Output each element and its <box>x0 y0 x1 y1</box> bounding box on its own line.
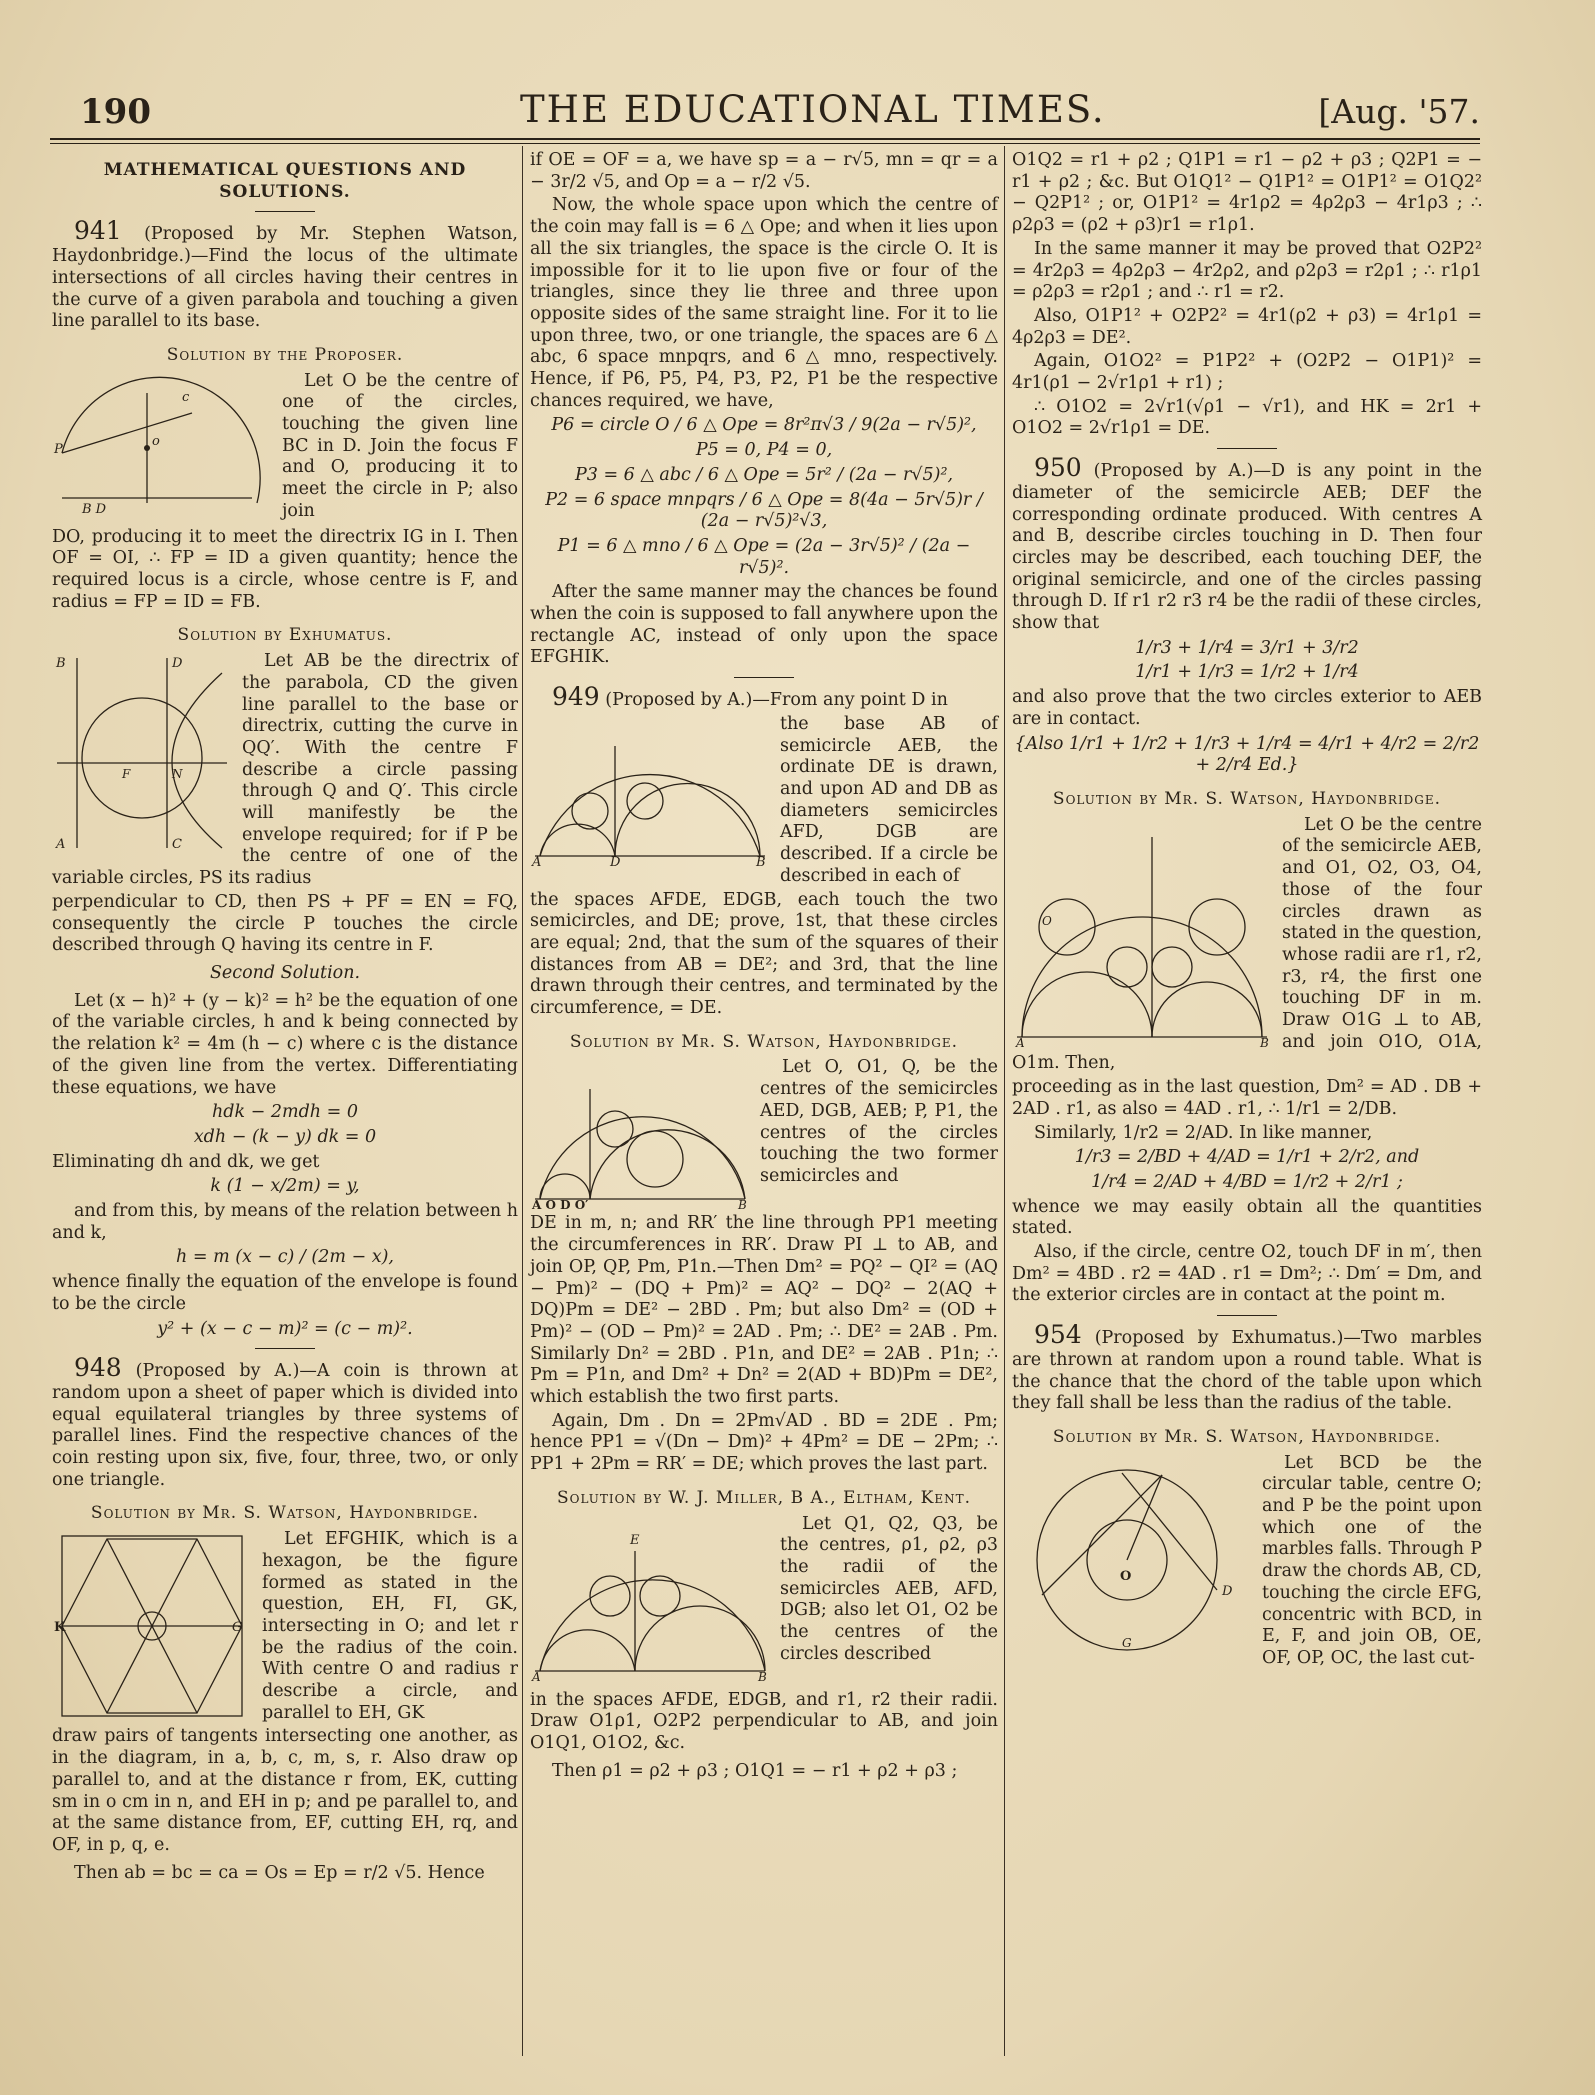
solution-text: DO, producing it to meet the directrix IG in I. Then OF = OI, ∴ FP = ID a given quantity; hence the required locus is a circle, whose centre is F, and radius = FP = ID = FB. <box>52 526 518 612</box>
solution-heading: Solution by Mr. S. Watson, Haydonbridge. <box>1052 1426 1442 1447</box>
question-941 <box>52 216 518 333</box>
column-divider <box>1004 146 1005 2056</box>
divider <box>734 677 794 678</box>
question-948 <box>52 1353 518 1491</box>
figure-949 <box>530 716 770 866</box>
svg-text:A: A <box>532 854 542 866</box>
svg-text:D: D <box>610 854 621 866</box>
svg-text:B: B <box>1260 1035 1269 1047</box>
divider <box>1217 1315 1277 1316</box>
svg-text:D: D <box>1222 1583 1233 1599</box>
question-text: (Proposed by Exhumatus.)—Two marbles are thrown at random upon a round table. What is the chance that the chord of the table upon which they fall shall be less than the radius of the table. <box>1012 1328 1482 1414</box>
question-949 <box>530 682 998 712</box>
equation: P3 = 6 △ abc / 6 △ Ope = 5r² / (2a − r√5)², <box>574 464 954 485</box>
solution-text: Similarly, 1/r2 = 2/AD. In like manner, <box>1034 1122 1373 1143</box>
equation: 1/r1 + 1/r3 = 1/r2 + 1/r4 <box>1135 662 1359 683</box>
solution-text: In the same manner it may be proved that O2P2² = 4r2ρ3 = 4ρ2ρ3 − 4r2ρ2, and ρ2ρ3 = r2ρ1 ; ∴ r1ρ1 = ρ2ρ3 = r2ρ1 ; and ∴ r1 = r2. <box>1012 238 1482 303</box>
solution-text: whence we may easily obtain all the quantities stated. <box>1012 1196 1482 1239</box>
equation: h = m (x − c) / (2m − x), <box>176 1247 394 1268</box>
equation: 1/r3 + 1/r4 = 3/r1 + 3/r2 <box>1135 637 1359 658</box>
column-1 <box>52 150 518 1886</box>
svg-text:A: A <box>56 837 66 853</box>
divider <box>1217 448 1277 449</box>
svg-text:O: O <box>1120 1568 1132 1584</box>
solution-text: Let O be the centre of the semicircle AEB, and O1, O2, O3, O4, those of the four circles drawn as stated in the question, whose radii are r1, r2, r3, r4, the first one touching DF in m. Draw O1G ⊥ to AB, and join O1O, O1A, O1m. Then, <box>1012 814 1482 1074</box>
journal-title: THE EDUCATIONAL TIMES. <box>520 88 1106 131</box>
svg-text:G: G <box>1122 1635 1132 1650</box>
figure-949-watson <box>530 1059 750 1209</box>
column-divider <box>522 146 523 2056</box>
equation: xdh − (k − y) dk = 0 <box>193 1126 377 1147</box>
svg-text:F: F <box>122 767 131 782</box>
solution-text: draw pairs of tangents intersecting one another, as in the diagram, in a, b, c, m, s, r. Also draw op parallel to, and at the distance r from, EK, cutting sm in o cm in n, and EH in p; and pe parallel to, and at the same distance from, EF, cutting EH, rq, and OF, in p, q, e. <box>52 1726 518 1855</box>
question-text: and also prove that the two circles exterior to AEB are in contact. <box>1012 687 1482 729</box>
solution-text: Again, O1O2² = P1P2² + (O2P2 − O1P1)² = 4r1(ρ1 − 2√r1ρ1 + r1) ; <box>1012 351 1482 394</box>
solution-text: After the same manner may the chances be found when the coin is supposed to fall anywhere upon the rectangle AC, instead of only upon the space EFGHIK. <box>530 582 998 668</box>
solution-text: if OE = OF = a, we have sp = a − r√5, mn = qr = a − 3r/2 √5, and Op = a − r/2 √5. <box>530 150 998 192</box>
question-text: the spaces AFDE, EDGB, each touch the two semicircles, and DE; prove, 1st, that these circles are equal; 2nd, that the sum of the squares of their distances from AB = DE²; and 3rd, that the line drawn through their centres, and terminated by the circumference, = DE. <box>530 889 998 1019</box>
equation: hdk − 2mdh = 0 <box>212 1102 358 1123</box>
question-number: 941 <box>74 216 122 246</box>
equation: P2 = 6 space mnpqrs / 6 △ Ope = 8(4a − 5r√5)r / (2a − r√5)²√3, <box>545 489 983 532</box>
svg-text:B: B <box>756 854 766 866</box>
svg-text:A: A <box>532 1669 541 1684</box>
solution-text: perpendicular to CD, then PS + PF = EN = FQ, consequently the circle P touches the circle described through Q having its centre in F. <box>52 891 518 956</box>
solution-text: Then ρ1 = ρ2 + ρ3 ; O1Q1 = − r1 + ρ2 + ρ3 ; <box>552 1760 958 1781</box>
header-rule-thin <box>50 143 1480 144</box>
svg-text:E: E <box>630 1532 640 1548</box>
figure-954 <box>1012 1455 1252 1655</box>
solution-text: O1Q2 = r1 + ρ2 ; Q1P1 = r1 − ρ2 + ρ3 ; Q2P1 = − r1 + ρ2 ; &c. But O1Q1² − Q1P1² = O1P1² = O1Q2² − Q2P1² ; or, O1P1² = 4r1ρ2 = 4ρ2ρ3 − 4r1ρ3 ; ∴ ρ2ρ3 = (ρ2 + ρ3)r1 = r1ρ1. <box>1012 150 1482 236</box>
column-3 <box>1012 150 1482 1672</box>
question-text: (Proposed by A.)—D is any point in the diameter of the semicircle AEB; DEF the corresponding ordinate produced. With centres A and B, describe circles touching in D. Then four circles may be described, each touching DEF, the original semicircle, and one of the circles passing through D. If r1 r2 r3 r4 be the radii of these circles, show that <box>1012 461 1482 634</box>
svg-text:B D: B D <box>82 501 107 517</box>
solution-text: Let EFGHIK, which is a hexagon, be the figure formed as stated in the question, EH, FI, GK, intersecting in O; and let r be the radius of the coin. With centre O and radius r describe a circle, and parallel to EH, GK <box>262 1529 518 1723</box>
svg-text:D: D <box>172 656 183 672</box>
solution-text: Eliminating dh and dk, we get <box>52 1151 320 1172</box>
solution-text: Let (x − h)² + (y − k)² = h² be the equation of one of the variable circles, h and k being connected by the relation k² = 4m (h − c) where c is the distance of the given line from the vertex. Differentiating these equations, we have <box>52 990 518 1098</box>
solution-text: Then ab = bc = ca = Os = Ep = r/2 √5. Hence <box>74 1862 485 1883</box>
solution-heading: Solution by Mr. S. Watson, Haydonbridge. <box>90 1503 480 1524</box>
equation: P6 = circle O / 6 △ Ope = 8r²π√3 / 9(2a − r√5)², <box>551 415 977 436</box>
equation: 1/r3 = 2/BD + 4/AD = 1/r1 + 2/r2, and <box>1074 1147 1420 1168</box>
page-header <box>50 88 1480 138</box>
solution-heading: Solution by Mr. S. Watson, Haydonbridge. <box>569 1031 959 1052</box>
page-number: 190 <box>80 92 151 132</box>
question-950 <box>1012 453 1482 635</box>
svg-text:P: P <box>54 441 63 457</box>
question-954 <box>1012 1320 1482 1415</box>
editor-note: {Also 1/r1 + 1/r2 + 1/r3 + 1/r4 = 4/r1 + 4/r2 = 2/r2 + 2/r4 Ed.} <box>1014 733 1480 776</box>
solution-text: Now, the whole space upon which the centre of the coin may fall is = 6 △ Ope; and when it lies upon all the six triangles, the space is the circle O. It is impossible for it to lie upon five or four of the triangles, since they lie three and three upon opposite sides of the same straight line. For it to lie upon three, two, or one triangle, the spaces are 6 △ abc, 6 space mnpqrs, and 6 △ mno, respectively. Hence, if P6, P5, P4, P3, P2, P1 be the respective chances required, we have, <box>530 195 998 411</box>
solution-heading: Solution by Mr. S. Watson, Haydonbridge. <box>1052 788 1442 809</box>
solution-text: Again, Dm . Dn = 2Pm√AD . BD = 2DE . Pm; hence PP1 = √(Dn − Dm)² + 4Pm² = DE − 2Pm; ∴ PP1 + 2Pm = RR′ = DE; which proves the last part. <box>530 1410 998 1475</box>
svg-text:B: B <box>56 656 66 672</box>
figure-941-exhumatus <box>52 653 232 853</box>
section-title: MATHEMATICAL QUESTIONS AND SOLUTIONS. <box>103 160 467 202</box>
equation: k (1 − x/2m) = y, <box>210 1176 360 1197</box>
svg-text:C: C <box>172 837 182 853</box>
solution-text: and from this, by means of the relation between h and k, <box>52 1201 518 1243</box>
svg-text:c: c <box>182 389 190 405</box>
solution-text: Let O, O1, Q, be the centres of the semicircles AED, DGB, AEB; P, P1, the centres of the circles touching the two former semicircles and <box>760 1057 998 1186</box>
question-number: 948 <box>74 1353 122 1383</box>
svg-text:B: B <box>758 1669 767 1684</box>
svg-text:o: o <box>152 433 160 449</box>
solution-heading: Solution by Exhumatus. <box>177 625 393 646</box>
question-number: 954 <box>1034 1320 1082 1350</box>
question-text: (Proposed by A.)—A coin is thrown at random upon a sheet of paper which is divided into equal equilateral triangles by three systems of parallel lines. Find the respective chances of the coin resting upon six, five, four, three, two, or only one triangle. <box>52 1361 518 1490</box>
svg-text:A O D O′: A O D O′ <box>532 1198 589 1210</box>
figure-941-proposer <box>52 373 272 523</box>
equation: P1 = 6 △ mno / 6 △ Ope = (2a − 3r√5)² / (2a − r√5)². <box>557 535 971 578</box>
svg-text:B: B <box>738 1198 747 1210</box>
figure-949-miller <box>530 1516 770 1686</box>
divider <box>255 1348 315 1349</box>
equation: 1/r4 = 2/AD + 4/BD = 1/r2 + 2/r1 ; <box>1091 1171 1403 1192</box>
divider <box>255 211 315 212</box>
figure-948-hexagon <box>52 1531 252 1721</box>
svg-text:K: K <box>54 1620 66 1636</box>
solution-heading: Solution by the Proposer. <box>166 344 404 365</box>
issue-date: [Aug. '57. <box>1318 92 1480 131</box>
solution-heading: Second Solution. <box>209 962 361 983</box>
solution-text: proceeding as in the last question, Dm² = AD . DB + 2AD . r1, as also = 4AD . r1, ∴ 1/r1 = 2/DB. <box>1012 1077 1482 1119</box>
question-text: (Proposed by A.)—From any point D in <box>605 690 948 711</box>
question-text: the base AB of semicircle AEB, the ordinate DE is drawn, and upon AD and DB as diameters semicircles AFD, DGB are described. If a circle be described in each of <box>780 713 998 886</box>
column-2 <box>530 150 998 1784</box>
question-number: 949 <box>552 682 600 712</box>
solution-heading: Solution by W. J. Miller, B A., Eltham, Kent. <box>556 1487 971 1508</box>
svg-text:G: G <box>232 1620 243 1636</box>
solution-text: Also, O1P1² + O2P2² = 4r1(ρ2 + ρ3) = 4r1ρ1 = 4ρ2ρ3 = DE². <box>1012 305 1482 348</box>
solution-text: in the spaces AFDE, EDGB, and r1, r2 their radii. Draw O1ρ1, O2P2 perpendicular to AB, and join O1Q1, O1O2, &c. <box>530 1689 998 1753</box>
equation: y² + (x − c − m)² = (c − m)². <box>157 1318 413 1339</box>
solution-text: DE in m, n; and RR′ the line through PP1 meeting the circumferences in RR′. Draw PI ⊥ to AB, and join OP, QP, Pm, P1n.—Then Dm² = PQ² − QI² = (AQ − Pm)² − (DQ + Pm)² = AQ² − DQ² − 2(AQ + DQ)Pm = DE² − 2BD . Pm; but also Dm² = (OD + Pm)² − (OD − Pm)² = 2AD . Pm; ∴ DE² = 2AB . Pm. Similarly Dn² = 2BD . P1n, and DE² = 2AB . P1n; ∴ Pm = P1n, and Dm² + Dn² = 2(AD + BD)Pm = DE², which establish the two first parts. <box>530 1213 998 1408</box>
solution-text: Let Q1, Q2, Q3, be the centres, ρ1, ρ2, ρ3 the radii of the semicircles AEB, AFD, DGB; also let O1, O2 be the centres of the circles described <box>780 1513 998 1664</box>
header-rule <box>50 138 1480 140</box>
solution-text: Also, if the circle, centre O2, touch DF in m′, then Dm² = 4BD . r2 = 4AD . r1 = Dm²; ∴ Dm′ = Dm, and the exterior circles are in contact at the point m. <box>1012 1242 1482 1306</box>
solution-text: Let BCD be the circular table, centre O; and P be the point upon which one of the marbles falls. Through P draw the chords AB, CD, touching the circle EFG, concentric with BCD, in E, F, and join OB, OE, OF, OP, OC, the last cut- <box>1262 1452 1482 1668</box>
figure-950 <box>1012 817 1272 1047</box>
solution-text: ∴ O1O2 = 2√r1(√ρ1 − √r1), and HK = 2r1 + O1O2 = 2√r1ρ1 = DE. <box>1012 396 1482 439</box>
svg-text:N: N <box>172 767 183 782</box>
equation: P5 = 0, P4 = 0, <box>695 440 833 461</box>
svg-text:O: O <box>1042 913 1052 928</box>
solution-text: Let O be the centre of one of the circles, touching the given line BC in D. Join the focus F and O, producing it to meet the circle in P; also join <box>282 370 518 521</box>
svg-text:A: A <box>1016 1035 1025 1047</box>
question-number: 950 <box>1034 453 1082 483</box>
solution-text: whence finally the equation of the envelope is found to be the circle <box>52 1272 518 1314</box>
solution-text: Let AB be the directrix of the parabola, CD the given line parallel to the base or directrix, cutting the curve in QQ′. With the centre F describe a circle passing through Q and Q′. This circle will manifestly be the envelope required; for if P be the centre of one of the variable circles, PS its radius <box>52 651 518 889</box>
question-text: (Proposed by Mr. Stephen Watson, Haydonbridge.)—Find the locus of the ultimate intersections of all circles having their centres in the curve of a given parabola and touching a given line parallel to its base. <box>52 224 518 332</box>
